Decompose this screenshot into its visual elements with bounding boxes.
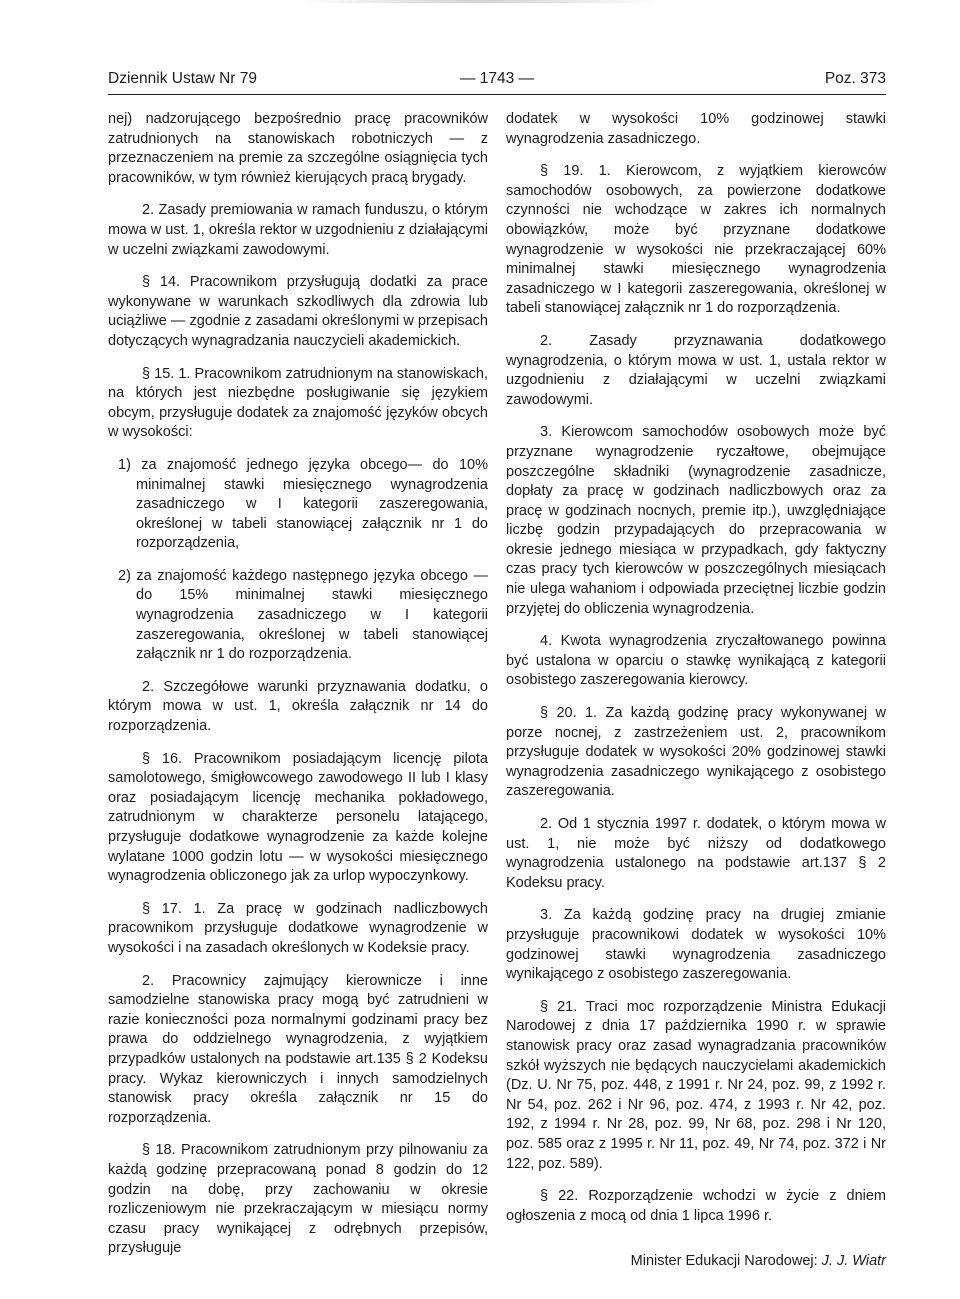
paragraph: § 14. Pracownikom przysługują dodatki za prace wykonywane w warunkach szkodliwych dla zdrowia lub uciążliwe — zgodnie z zasadami określonymi w przepisach dotyczących wynagradzania nauczycieli akademickich. (108, 274, 488, 349)
signature (506, 1252, 886, 1272)
paragraph: 2. Zasady przyznawania dodatkowego wynagrodzenia, o którym mowa w ust. 1, ustala rektor w uzgodnieniu z działającymi w uczelni związkami zawodowymi. (506, 332, 886, 408)
paragraph: § 20. 1. Za każdą godzinę pracy wykonywanej w porze nocnej, z zastrzeżeniem ust. 2, pracownikom przysługuje dodatek w wysokości 20% godzinowej stawki wynagrodzenia zasadniczego wynikającego z osobistego zaszeregowania. (506, 705, 886, 800)
journal-title: Dziennik Ustaw Nr 79 (108, 70, 258, 87)
page-header (108, 70, 886, 96)
right-column (506, 110, 886, 1272)
header-rule (108, 94, 886, 95)
paragraph: § 22. Rozporządzenie wchodzi w życie z dniem ogłoszenia z mocą od dnia 1 lipca 1996 r. (506, 1188, 886, 1224)
paragraph: 2. Pracownicy zajmujący kierownicze i inne samodzielne stanowiska pracy mogą być zatrudnieni w razie konieczności poza normalnymi godzinami pracy bez prawa do oddzielnego wynagrodzenia, z wyjątkiem przypadków ustalonych na podstawie art.135 § 2 Kodeksu pracy. Wykaz kierowniczych i innych samodzielnych stanowisk pracy określa załącznik nr 15 do rozporządzenia. (108, 972, 488, 1126)
paragraph: § 21. Traci moc rozporządzenie Ministra Edukacji Narodowej z dnia 17 października 1990 r. w sprawie stanowisk pracy oraz zasad wynagradzania pracowników szkół wyższych nie będących nauczycielami akademickich (Dz. U. Nr 75, poz. 448, z 1991 r. Nr 24, poz. 99, z 1992 r. Nr 54, poz. 262 i Nr 96, poz. 474, z 1993 r. Nr 42, poz. 192, z 1994 r. Nr 28, poz. 99, Nr 68, poz. 298 i Nr 120, poz. 585 oraz z 1995 r. Nr 11, poz. 49, Nr 74, poz. 372 i Nr 122, poz. 589). (506, 998, 886, 1172)
paragraph: 3. Za każdą godzinę pracy na drugiej zmianie przysługuje pracownikowi dodatek w wysokości 10% godzinowej stawki wynagrodzenia zasadniczego wynikającego z osobistego zaszeregowania. (506, 907, 886, 983)
paragraph: § 17. 1. Za pracę w godzinach nadliczbowych pracownikom przysługuje dodatkowe wynagrodzenie w wysokości i na zasadach określonych w Kodeksie pracy. (108, 900, 488, 956)
paragraph: § 16. Pracownikom posiadającym licencję pilota samolotowego, śmigłowcowego zawodowego II lub I klasy oraz posiadającym licencję mechanika pokładowego, zatrudnionym w charakterze personelu latającego, przysługuje dodatkowe wynagrodzenie za każde kolejne wylatane 1000 godzin lotu — w wysokości miesięcznego wynagrodzenia obliczonego jak za urlop wypoczynkowy. (108, 750, 488, 885)
list-item: 1) za znajomość jednego języka obcego— do 10% minimalnej stawki miesięcznego wynagrodzenia zasadniczego w I kategorii zaszeregowania, określonej w tabeli stanowiącej załącznik nr 1 do rozporządzenia, (118, 456, 488, 552)
paragraph: 2. Szczegółowe warunki przyznawania dodatku, o którym mowa w ust. 1, określa załącznik nr 14 do rozporządzenia. (108, 678, 488, 735)
paragraph: dodatek w wysokości 10% godzinowej stawki wynagrodzenia zasadniczego. (506, 111, 886, 147)
paragraph: nej) nadzorującego bezpośrednio pracę pracowników zatrudnionych na stanowiskach robotniczych — z przeznaczeniem na premie za szczególne osiągnięcia tych pracowników, w tym również kierujących pracą brygady. (108, 111, 488, 186)
paragraph: 2. Od 1 stycznia 1997 r. dodatek, o którym mowa w ust. 1, nie może być niższy od dodatkowego wynagrodzenia ustalonego na podstawie art.137 § 2 Kodeksu pracy. (506, 816, 886, 891)
page-number: — 1743 — (459, 70, 535, 87)
paragraph: § 18. Pracownikom zatrudnionym przy pilnowaniu za każdą godzinę przepracowaną ponad 8 godzin do 12 godzin na dobę, przy zachowaniu w okresie rozliczeniowym nie przekraczającym w miesiącu normy czasu pracy wynikającej z odrębnych przepisów, przysługuje (108, 1142, 488, 1257)
paragraph: § 15. 1. Pracownikom zatrudnionym na stanowiskach, na których jest niezbędne posługiwanie się językiem obcym, przysługuje dodatek za znajomość języków obcych w wysokości: (108, 365, 488, 441)
signature-label: Minister Edukacji Narodowej: (630, 1253, 818, 1270)
list-item: 2) za znajomość każdego następnego języka obcego — do 15% minimalnej stawki miesięcznego wynagrodzenia zasadniczego w I kategorii zaszeregowania, określonej w tabeli stanowiącej załącznik nr 1 do rozporządzenia. (118, 567, 488, 663)
paragraph: § 19. 1. Kierowcom, z wyjątkiem kierowców samochodów osobowych, za powierzone dodatkowe czynności nie wchodzące w zakres ich normalnych obowiązków, może być przyznane dodatkowe wynagrodzenie w wysokości nie przekraczającej 60% minimalnej stawki miesięcznego wynagrodzenia zasadniczego w I kategorii zaszeregowania, określonej w tabeli stanowiącej załącznik nr 1 do rozporządzenia. (506, 163, 886, 317)
left-column (108, 110, 488, 1272)
signature-name: J. J. Wiatr (821, 1253, 886, 1270)
scan-artifact (300, 0, 660, 3)
paragraph: 3. Kierowcom samochodów osobowych może być przyznane wynagrodzenie ryczałtowe, obejmujące poszczególne składniki (wynagrodzenie zasadnicze, dopłaty za pracę w godzinach nadliczbowych oraz za pracę w godzinach nocnych, premie itp.), uwzględniające liczbę godzin przypadających do przepracowania w okresie jednego miesiąca w przypadkach, gdy faktyczny czas pracy tych kierowców w poszczególnych miesiącach nie ulega wahaniom i odpowiada przeciętnej liczbie godzin przyjętej do obliczenia wynagrodzenia. (506, 424, 886, 617)
position-number: Poz. 373 (824, 70, 886, 87)
paragraph: 2. Zasady premiowania w ramach funduszu, o którym mowa w ust. 1, określa rektor w uzgodnieniu z działającymi w uczelni związkami zawodowymi. (108, 202, 488, 258)
paragraph: 4. Kwota wynagrodzenia zryczałtowanego powinna być ustalona w oparciu o stawkę wynikającą z kategorii osobistego zaszeregowania kierowcy. (506, 633, 886, 689)
